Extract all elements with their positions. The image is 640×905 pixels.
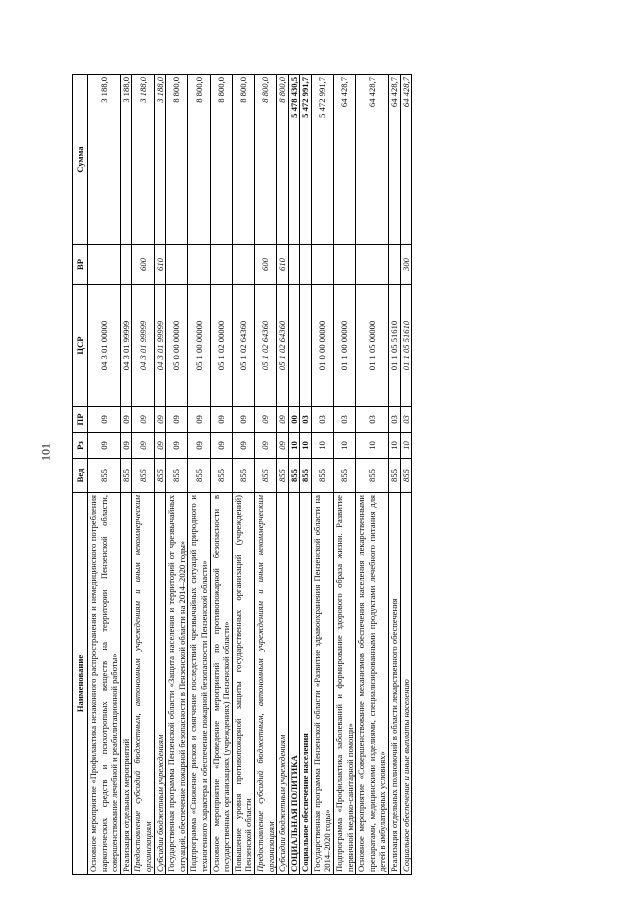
row-name: Социальное обеспечение и иные выплаты населению	[400, 493, 412, 875]
row-rz: 09	[254, 433, 276, 459]
row-ved: 855	[356, 459, 389, 493]
row-sum: 64 428,7	[389, 75, 401, 245]
table-row	[88, 75, 121, 875]
row-csr: 01 1 05 51610	[389, 285, 401, 407]
row-sum: 8 800,0	[188, 75, 210, 245]
row-pr: 09	[188, 407, 210, 433]
row-sum: 64 428,7	[400, 75, 412, 245]
row-pr: 09	[277, 407, 289, 433]
row-name: Предоставление субсидий бюджетным, автономным учреждениям и иным некоммерческим организациям	[132, 493, 154, 875]
row-ved: 855	[166, 459, 188, 493]
row-rz: 09	[232, 433, 254, 459]
budget-table	[72, 74, 412, 875]
row-name: СОЦИАЛЬНАЯ ПОЛИТИКА	[288, 493, 300, 875]
row-rz: 09	[188, 433, 210, 459]
row-name: Субсидии бюджетным учреждениям	[277, 493, 289, 875]
row-csr	[300, 285, 312, 407]
row-ved: 855	[210, 459, 232, 493]
row-csr: 04 3 01 99999	[120, 285, 132, 407]
row-vr	[300, 245, 312, 285]
row-csr: 05 1 02 64360	[254, 285, 276, 407]
row-rz: 09	[132, 433, 154, 459]
row-sum: 5 472 991,7	[311, 75, 333, 245]
header-row	[73, 75, 88, 875]
table-row	[400, 75, 412, 875]
row-csr: 01 1 05 51610	[400, 285, 412, 407]
row-ved: 855	[88, 459, 121, 493]
row-vr: 600	[254, 245, 276, 285]
row-sum: 3 188,0	[132, 75, 154, 245]
table-row	[277, 75, 289, 875]
table-row	[311, 75, 333, 875]
row-rz: 09	[88, 433, 121, 459]
row-ved: 855	[254, 459, 276, 493]
row-ved: 855	[232, 459, 254, 493]
row-sum: 64 428,7	[334, 75, 356, 245]
row-name: Подпрограмма «Профилактика заболеваний и формирование здорового образа жизни. Развитие первичной медико-санитарной помощи»	[334, 493, 356, 875]
table-row	[120, 75, 132, 875]
row-name: Государственная программа Пензенской области «Развитие здравоохранения Пензенской области на 2014–2020 годы»	[311, 493, 333, 875]
row-rz: 09	[166, 433, 188, 459]
row-rz: 09	[154, 433, 166, 459]
row-csr: 05 0 00 00000	[166, 285, 188, 407]
header-vr: ВР	[73, 245, 88, 285]
row-rz: 10	[389, 433, 401, 459]
header-ved: Вед	[73, 459, 88, 493]
row-name: Основное мероприятие «Совершенствование механизмов обеспечения населения лекарственными препаратами, медицинскими изделиями, специализированными продуктами лечебного питания для детей в амбулаторных условиях»	[356, 493, 389, 875]
row-sum: 5 472 991,7	[300, 75, 312, 245]
row-vr	[188, 245, 210, 285]
table-row	[154, 75, 166, 875]
header-rz: Рз	[73, 433, 88, 459]
row-csr	[288, 285, 300, 407]
budget-table-rotated	[72, 75, 608, 875]
row-ved: 855	[334, 459, 356, 493]
row-pr: 03	[311, 407, 333, 433]
table-body	[88, 75, 412, 875]
row-vr: 600	[132, 245, 154, 285]
row-sum: 8 800,0	[210, 75, 232, 245]
row-ved: 855	[132, 459, 154, 493]
row-ved: 855	[400, 459, 412, 493]
row-pr: 09	[166, 407, 188, 433]
row-vr	[166, 245, 188, 285]
row-csr: 04 3 01 99999	[154, 285, 166, 407]
row-sum: 3 188,0	[88, 75, 121, 245]
row-pr: 03	[389, 407, 401, 433]
table-row	[356, 75, 389, 875]
row-vr: 610	[277, 245, 289, 285]
row-rz: 10	[400, 433, 412, 459]
row-rz: 10	[311, 433, 333, 459]
row-vr: 300	[400, 245, 412, 285]
row-vr	[232, 245, 254, 285]
table-row	[232, 75, 254, 875]
row-ved: 855	[389, 459, 401, 493]
row-sum: 8 800,0	[166, 75, 188, 245]
row-pr: 09	[210, 407, 232, 433]
table-row	[254, 75, 276, 875]
row-ved: 855	[311, 459, 333, 493]
row-sum: 64 428,7	[356, 75, 389, 245]
row-pr: 09	[132, 407, 154, 433]
row-sum: 8 800,0	[277, 75, 289, 245]
row-vr	[88, 245, 121, 285]
row-sum: 3 188,0	[154, 75, 166, 245]
row-csr: 04 3 01 00000	[88, 285, 121, 407]
row-vr	[210, 245, 232, 285]
row-rz: 09	[277, 433, 289, 459]
table-row	[132, 75, 154, 875]
header-pr: ПР	[73, 407, 88, 433]
header-name: Наименование	[73, 493, 88, 875]
row-name: Субсидии бюджетным учреждениям	[154, 493, 166, 875]
row-vr	[311, 245, 333, 285]
row-pr: 03	[400, 407, 412, 433]
row-sum: 8 800,0	[232, 75, 254, 245]
row-csr: 04 3 01 99999	[132, 285, 154, 407]
header-csr: ЦСР	[73, 285, 88, 407]
row-vr: 610	[154, 245, 166, 285]
row-csr: 05 1 02 00000	[210, 285, 232, 407]
row-vr	[389, 245, 401, 285]
row-rz: 09	[210, 433, 232, 459]
table-row	[389, 75, 401, 875]
row-name: Реализация отдельных полномочий в области лекарственного обеспечения	[389, 493, 401, 875]
row-vr	[356, 245, 389, 285]
row-ved: 855	[120, 459, 132, 493]
row-ved: 855	[300, 459, 312, 493]
row-pr: 03	[356, 407, 389, 433]
row-pr: 09	[232, 407, 254, 433]
row-pr: 00	[288, 407, 300, 433]
table-row	[188, 75, 210, 875]
row-csr: 01 1 05 00000	[356, 285, 389, 407]
row-sum: 8 800,0	[254, 75, 276, 245]
row-csr: 05 1 00 00000	[188, 285, 210, 407]
page-number: 101	[38, 443, 53, 461]
row-rz: 10	[356, 433, 389, 459]
row-rz: 10	[334, 433, 356, 459]
row-sum: 5 478 430,5	[288, 75, 300, 245]
row-name: Основное мероприятие «Профилактика незаконного распространения и немедицинского потребления наркотических средств и психотропных веществ на территории Пензенской области, совершенствование лечебной и реабилитационной работы»	[88, 493, 121, 875]
row-csr: 01 1 00 00000	[334, 285, 356, 407]
header-sum: Сумма	[73, 75, 88, 245]
row-ved: 855	[277, 459, 289, 493]
row-name: Реализация отдельных мероприятий	[120, 493, 132, 875]
row-pr: 03	[334, 407, 356, 433]
row-csr: 05 1 02 64360	[232, 285, 254, 407]
table-row	[334, 75, 356, 875]
row-ved: 855	[188, 459, 210, 493]
row-name: Социальное обеспечение населения	[300, 493, 312, 875]
row-rz: 09	[120, 433, 132, 459]
row-vr	[334, 245, 356, 285]
row-rz: 10	[300, 433, 312, 459]
row-pr: 09	[120, 407, 132, 433]
row-name: Подпрограмма «Снижение рисков и смягчение последствий чрезвычайных ситуаций природного и техногенного характера и обеспечение пожарной безопасности Пензенской области»	[188, 493, 210, 875]
row-pr: 09	[154, 407, 166, 433]
table-row	[300, 75, 312, 875]
table-row	[166, 75, 188, 875]
row-name: Основное мероприятие «Проведение мероприятий по противопожарной безопасности в государственных организациях (учреждениях) Пензенской области»	[210, 493, 232, 875]
row-name: Государственная программа Пензенской области «Защита населения и территорий от чрезвычайных ситуаций, обеспечение пожарной безопасности в Пензенской области на 2014–2020 годы»	[166, 493, 188, 875]
row-csr: 05 1 02 64360	[277, 285, 289, 407]
row-sum: 3 188,0	[120, 75, 132, 245]
row-vr	[120, 245, 132, 285]
row-rz: 10	[288, 433, 300, 459]
table-row	[288, 75, 300, 875]
row-csr: 01 0 00 00000	[311, 285, 333, 407]
row-pr: 03	[300, 407, 312, 433]
row-pr: 09	[254, 407, 276, 433]
table-row	[210, 75, 232, 875]
row-name: Повышение уровня противопожарной защиты государственных организаций (учреждений) Пензенской области	[232, 493, 254, 875]
row-pr: 09	[88, 407, 121, 433]
row-name: Предоставление субсидий бюджетным, автономным учреждениям и иным некоммерческим организациям	[254, 493, 276, 875]
row-vr	[288, 245, 300, 285]
row-ved: 855	[154, 459, 166, 493]
row-ved: 855	[288, 459, 300, 493]
